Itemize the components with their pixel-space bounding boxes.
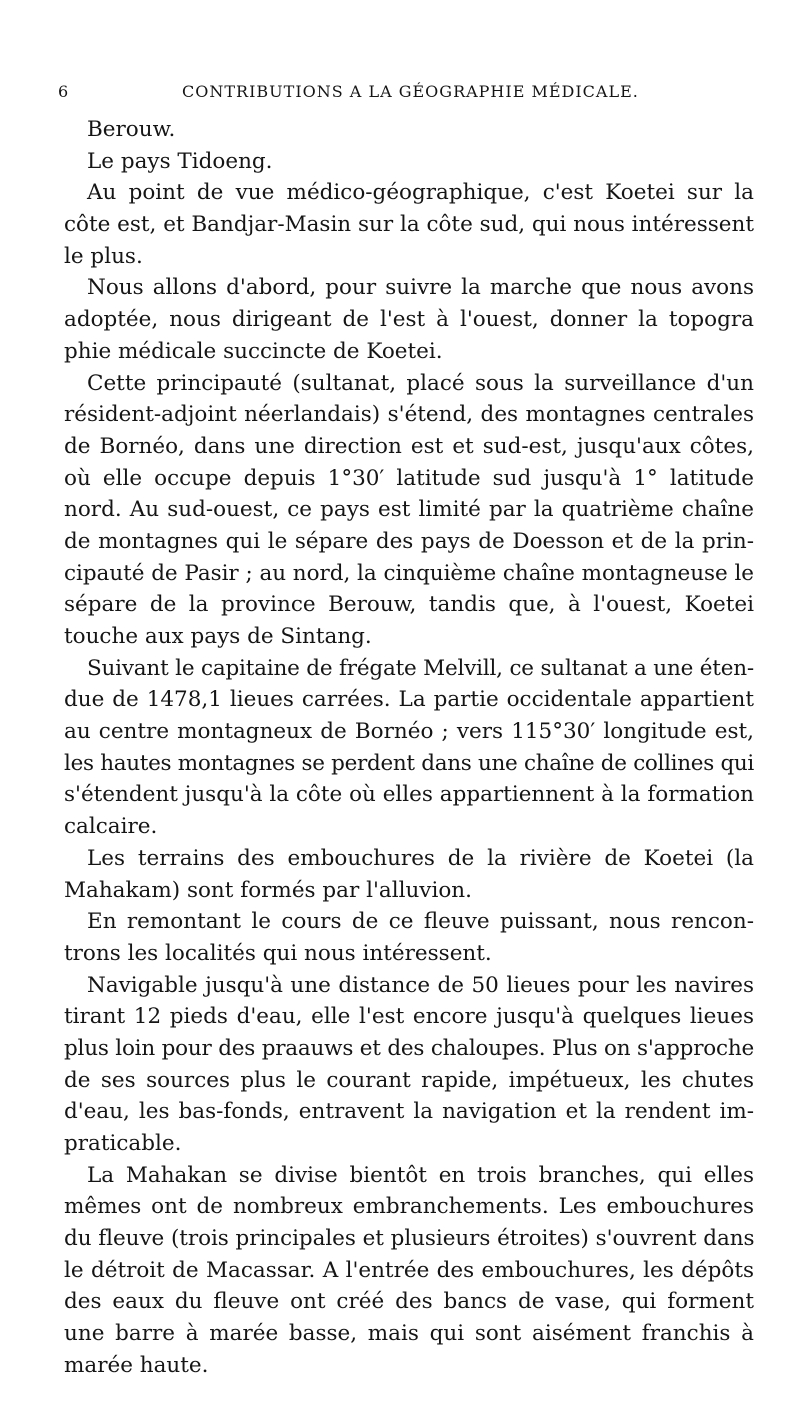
- page-header: [58, 82, 658, 108]
- text-line: de ses sources plus le courant rapide, impétueux, les chutes: [64, 1067, 754, 1093]
- text-line: La Mahakan se divise bientôt en trois branches, qui elles: [87, 1162, 754, 1188]
- text-line: Le pays Tidoeng.: [87, 148, 273, 174]
- text-line: s'étendent jusqu'à la côte où elles appartiennent à la formation: [64, 782, 754, 808]
- text-line: plus loin pour des praauws et des chaloupes. Plus on s'approche: [64, 1035, 754, 1061]
- running-title: CONTRIBUTIONS A LA GÉOGRAPHIE MÉDICALE.: [182, 82, 639, 101]
- text-line: Berouw.: [87, 117, 176, 142]
- text-line: En remontant le cours de ce fleuve puissant, nous rencon-: [87, 909, 754, 935]
- text-line: d'eau, les bas-fonds, entravent la navigation et la rendent im-: [64, 1099, 754, 1125]
- page-number: 6: [58, 82, 70, 101]
- body-text: [64, 114, 754, 1382]
- text-line: trons les localités qui nous intéressent.: [64, 940, 492, 966]
- text-line: de montagnes qui le sépare des pays de Doesson et de la prin-: [64, 528, 754, 554]
- text-line: due de 1478,1 lieues carrées. La partie occidentale appartient: [64, 687, 754, 713]
- text-line: le plus.: [64, 243, 143, 269]
- text-line: Les terrains des embouchures de la rivière de Koetei (la: [87, 845, 754, 871]
- text-line: marée haute.: [64, 1352, 209, 1378]
- text-line: au centre montagneux de Bornéo ; vers 115°30′ longitude est,: [64, 719, 754, 745]
- text-line: praticable.: [64, 1131, 182, 1156]
- text-line: phie médicale succincte de Koetei.: [64, 338, 443, 364]
- text-line: le détroit de Macassar. A l'entrée des embouchures, les dépôts: [64, 1257, 754, 1283]
- text-line: calcaire.: [64, 814, 158, 840]
- text-line: Navigable jusqu'à une distance de 50 lieues pour les navires: [87, 972, 754, 998]
- text-line: Au point de vue médico-géographique, c'est Koetei sur la: [87, 180, 754, 206]
- text-line: une barre à marée basse, mais qui sont aisément franchis à: [64, 1321, 754, 1347]
- text-line: de Bornéo, dans une direction est et sud-est, jusqu'aux côtes,: [64, 433, 754, 459]
- text-line: touche aux pays de Sintang.: [64, 624, 372, 649]
- text-line: du fleuve (trois principales et plusieurs étroites) s'ouvrent dans: [64, 1226, 755, 1252]
- text-line: sépare de la province Berouw, tandis que, à l'ouest, Koetei: [64, 592, 754, 618]
- text-line: tirant 12 pieds d'eau, elle l'est encore jusqu'à quelques lieues: [64, 1004, 754, 1030]
- text-line: mêmes ont de nombreux embranchements. Les embouchures: [64, 1194, 754, 1220]
- text-line: Nous allons d'abord, pour suivre la marche que nous avons: [87, 275, 754, 301]
- text-line: cipauté de Pasir ; au nord, la cinquième chaîne montagneuse le: [64, 560, 754, 586]
- text-line: adoptée, nous dirigeant de l'est à l'ouest, donner la topogra: [64, 307, 754, 333]
- text-line: les hautes montagnes se perdent dans une chaîne de collines qui: [64, 750, 754, 776]
- text-line: des eaux du fleuve ont créé des bancs de vase, qui forment: [64, 1289, 754, 1315]
- text-line: Mahakam) sont formés par l'alluvion.: [64, 877, 472, 903]
- text-line: résident-adjoint néerlandais) s'étend, des montagnes centrales: [64, 402, 754, 428]
- text-line: Suivant le capitaine de frégate Melvill, ce sultanat a une éten-: [87, 655, 754, 681]
- text-line: nord. Au sud-ouest, ce pays est limité par la quatrième chaîne: [64, 497, 754, 523]
- text-line: où elle occupe depuis 1°30′ latitude sud jusqu'à 1° latitude: [64, 465, 754, 491]
- text-line: côte est, et Bandjar-Masin sur la côte sud, qui nous intéressent: [64, 212, 754, 238]
- text-line: Cette principauté (sultanat, placé sous la surveillance d'un: [87, 370, 754, 396]
